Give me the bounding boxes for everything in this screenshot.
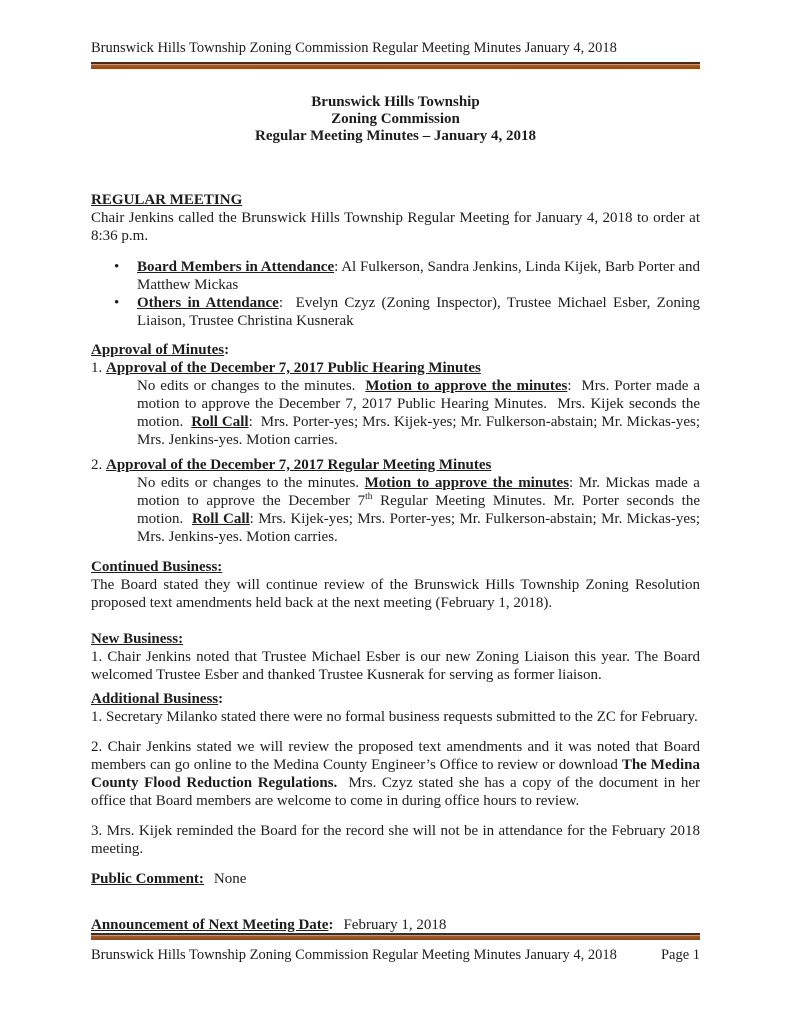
approval-heading (91, 341, 700, 359)
section-approval-of-minutes (91, 341, 704, 546)
bullet-text (137, 258, 704, 294)
continued-business-body: The Board stated they will continue review of the Brunswick Hills Township Zoning Resolution proposed text amendments held back at the next meeting (February 1, 2018). (91, 577, 704, 611)
approval-heading-colon: : (224, 342, 230, 358)
section-next-meeting (91, 916, 700, 934)
section-regular-meeting (91, 191, 704, 245)
approval-item-2-body (137, 474, 704, 546)
approval-item-2-title (91, 456, 700, 474)
bullet-icon: • (114, 259, 120, 275)
section-additional-business (91, 690, 704, 858)
approval-item-1 (91, 359, 704, 449)
approval-item-1-title (91, 359, 700, 377)
item-title: Approval of the December 7, 2017 Public Hearing Minutes (106, 360, 481, 376)
bullet-text (137, 294, 704, 330)
additional-business-item-2 (91, 738, 704, 810)
run-ordinal-superscript: th (365, 492, 373, 502)
bullet-value: : Al Fulkerson, Sandra Jenkins, Linda Kijek, Barb Porter and Matthew Mickas (137, 259, 704, 293)
attendance-list (91, 258, 704, 330)
item-number: 1. (91, 360, 106, 376)
bullet-icon: • (114, 295, 120, 311)
run-text: No edits or changes to the minutes. (137, 475, 365, 491)
title-line-3: Regular Meeting Minutes – January 4, 2018 (255, 128, 536, 144)
bullet-label: Others in Attendance (137, 295, 279, 311)
run-regulations-title: The Medina County Flood Reduction Regulations. (91, 757, 704, 791)
page-header-text: Brunswick Hills Township Zoning Commission Regular Meeting Minutes January 4, 2018 (91, 40, 617, 56)
item-number: 2. (91, 457, 106, 473)
new-business-body: 1. Chair Jenkins noted that Trustee Michael Esber is our new Zoning Liaison this year. The Board welcomed Trustee Esber and thanked Trustee Kusnerak for serving as former liaison. (91, 649, 704, 683)
item-title: Approval of the December 7, 2017 Regular Meeting Minutes (106, 457, 492, 473)
run-text: : Mrs. Porter made a motion to approve the December 7, 2017 Public Hearing Minutes. Mrs. Kijek seconds the motion. (137, 378, 704, 430)
run-text: : Mr. Mickas made a motion to approve the December 7 (137, 475, 704, 509)
additional-business-item-3: 3. Mrs. Kijek reminded the Board for the record she will not be in attendance for the February 2018 meeting. (91, 823, 704, 857)
footer-rule (91, 933, 700, 940)
list-item (91, 258, 704, 294)
run-text: 2. Chair Jenkins stated we will review the proposed text amendments and it was noted that Board members can go online to the Medina County Engineer’s Office to review or download (91, 739, 704, 773)
public-comment-value: None (213, 871, 247, 887)
run-roll-call-label: Roll Call (191, 414, 249, 430)
continued-business-heading: Continued Business: (91, 559, 223, 575)
next-meeting-date: February 1, 2018 (343, 917, 447, 933)
next-meeting-colon: : (328, 917, 334, 933)
run-roll-call-label: Roll Call (191, 511, 250, 527)
run-text: No edits or changes to the minutes. (137, 378, 366, 394)
new-business-heading: New Business: (91, 631, 184, 647)
page-footer (91, 933, 700, 964)
additional-heading-text: Additional Business (91, 691, 219, 707)
footer-page-number: Page 1 (660, 947, 700, 963)
run-text: : Mrs. Kijek-yes; Mrs. Porter-yes; Mr. Fulkerson-abstain; Mr. Mickas-yes; Mrs. Jenkins-yes. Motion carries. (137, 511, 704, 545)
footer-row (91, 947, 700, 964)
title-line-2: Zoning Commission (331, 111, 460, 127)
list-item (91, 294, 704, 330)
section-new-business (91, 630, 704, 684)
regular-meeting-heading: REGULAR MEETING (91, 192, 243, 208)
section-continued-business (91, 558, 704, 612)
run-motion-label: Motion to approve the minutes (364, 475, 570, 491)
bullet-label: Board Members in Attendance (137, 259, 335, 275)
next-meeting-label: Announcement of Next Meeting Date (91, 917, 329, 933)
run-text: Mrs. Czyz stated she has a copy of the document in her office that Board members are welcome to come in during office hours to review. (91, 775, 704, 809)
section-public-comment (91, 870, 700, 888)
run-text: : Mrs. Porter-yes; Mrs. Kijek-yes; Mr. Fulkerson-abstain; Mr. Mickas-yes; Mrs. Jenkins-yes. Motion carries. (137, 414, 704, 448)
approval-item-1-body (137, 377, 704, 449)
approval-item-2 (91, 456, 704, 546)
additional-heading-colon: : (218, 691, 224, 707)
run-text: Regular Meeting Minutes. Mr. Porter seconds the motion. (137, 493, 704, 527)
run-motion-label: Motion to approve the minutes (365, 378, 568, 394)
bullet-value: : Evelyn Czyz (Zoning Inspector), Trustee Michael Esber, Zoning Liaison, Trustee Christina Kusnerak (137, 295, 704, 329)
public-comment-label: Public Comment: (91, 871, 204, 887)
footer-text: Brunswick Hills Township Zoning Commission Regular Meeting Minutes January 4, 2018 (91, 947, 617, 963)
additional-business-heading (91, 690, 700, 708)
header-rule (91, 62, 700, 69)
regular-meeting-intro: Chair Jenkins called the Brunswick Hills Township Regular Meeting for January 4, 2018 to order at 8:36 p.m. (91, 210, 704, 244)
document-title (91, 94, 700, 145)
additional-business-item-1: 1. Secretary Milanko stated there were no formal business requests submitted to the ZC for February. (91, 709, 698, 725)
approval-heading-text: Approval of Minutes (91, 342, 225, 358)
title-line-1: Brunswick Hills Township (311, 94, 480, 110)
